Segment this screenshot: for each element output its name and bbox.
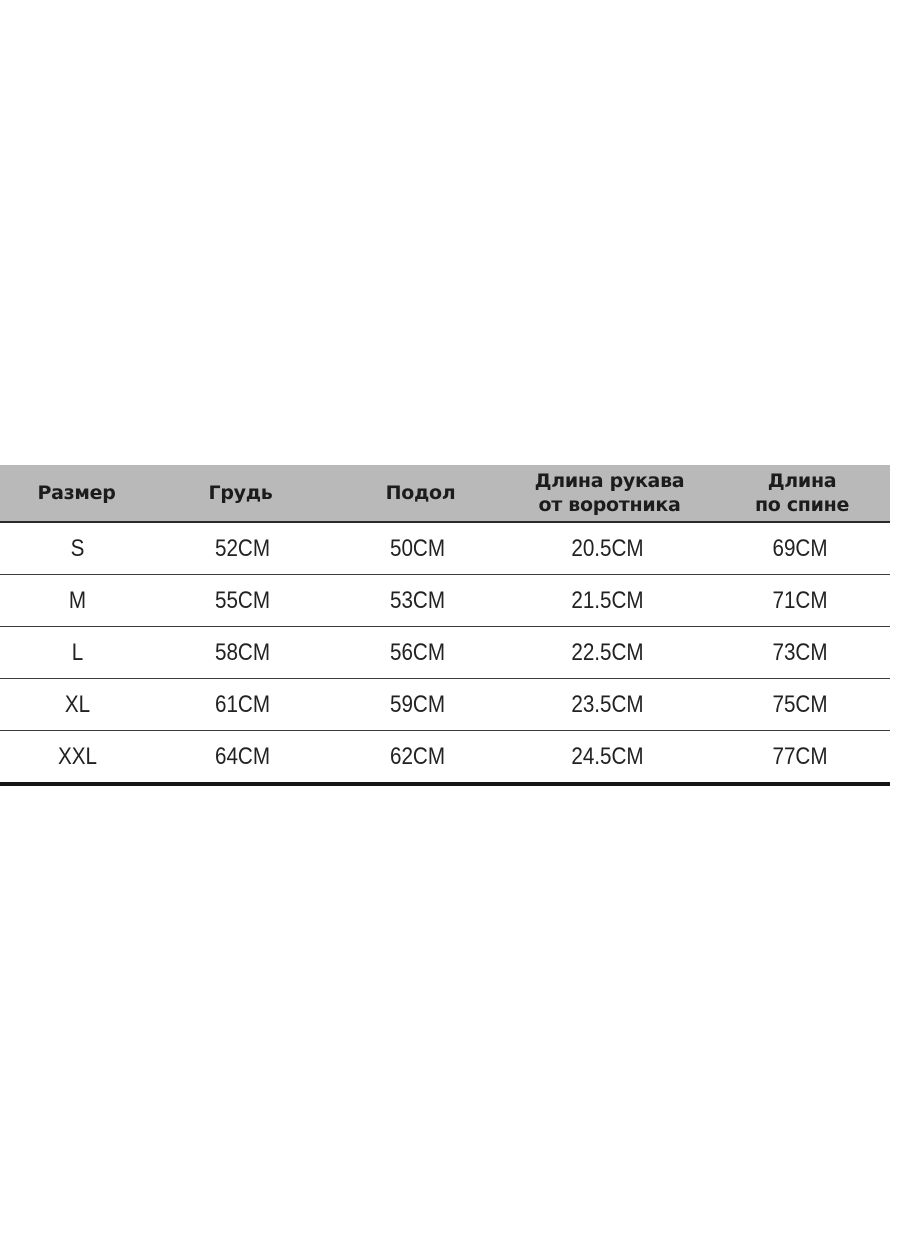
header-sleeve-length: Длина рукава от воротника [534, 470, 685, 516]
size-cell: S [70, 534, 85, 562]
header-back-length: Длина по спине [754, 470, 850, 516]
sleeve-length-cell: 24.5CM [571, 742, 644, 770]
table-row [0, 627, 890, 679]
hem-cell: 56CM [389, 638, 446, 666]
table-row [0, 731, 890, 786]
back-length-cell: 75CM [772, 690, 828, 718]
header-size: Размер [37, 482, 116, 504]
chest-cell: 55CM [214, 586, 271, 614]
table-row [0, 679, 890, 731]
header-hem: Подол [385, 482, 456, 504]
size-cell: L [71, 638, 84, 666]
size-cell: XXL [57, 742, 98, 770]
chest-cell: 58CM [214, 638, 271, 666]
table-row [0, 575, 890, 627]
size-cell: XL [64, 690, 91, 718]
hem-cell: 59CM [389, 690, 446, 718]
sleeve-length-cell: 20.5CM [571, 534, 644, 562]
size-chart-table [0, 465, 890, 786]
back-length-cell: 71CM [772, 586, 828, 614]
table-header-row [0, 465, 890, 523]
sleeve-length-cell: 22.5CM [571, 638, 644, 666]
hem-cell: 50CM [389, 534, 446, 562]
chest-cell: 61CM [214, 690, 271, 718]
chest-cell: 52CM [214, 534, 271, 562]
size-cell: M [68, 586, 87, 614]
header-chest: Грудь [208, 482, 273, 504]
table-row [0, 523, 890, 575]
sleeve-length-cell: 21.5CM [571, 586, 644, 614]
hem-cell: 62CM [389, 742, 446, 770]
back-length-cell: 77CM [772, 742, 828, 770]
back-length-cell: 69CM [772, 534, 828, 562]
back-length-cell: 73CM [772, 638, 828, 666]
chest-cell: 64CM [214, 742, 271, 770]
hem-cell: 53CM [389, 586, 446, 614]
sleeve-length-cell: 23.5CM [571, 690, 644, 718]
